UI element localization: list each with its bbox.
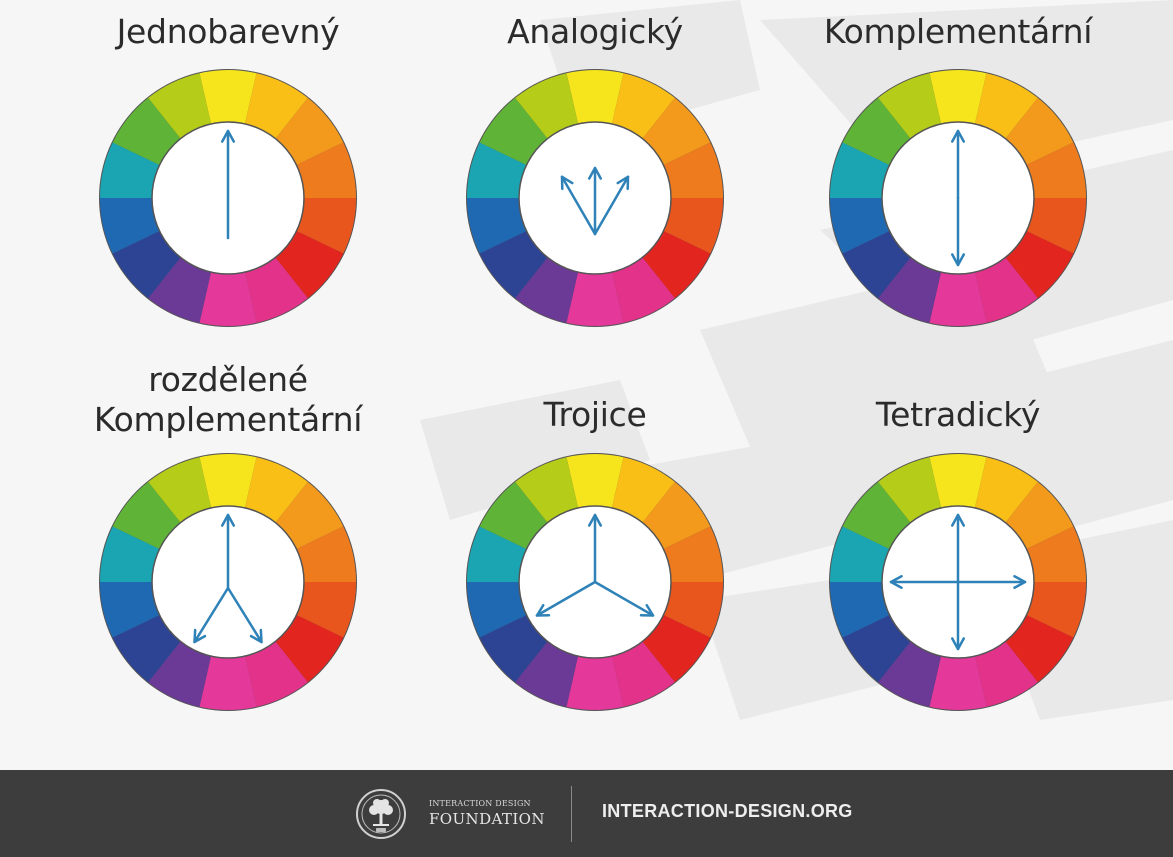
- color-wheel: [828, 452, 1088, 712]
- scheme-tetradic: [788, 360, 1128, 720]
- color-wheel: [98, 452, 358, 712]
- scheme-title: Komplementární: [823, 12, 1093, 51]
- scheme-triadic: [425, 360, 765, 720]
- scheme-title: Analogický: [507, 12, 683, 51]
- scheme-title: Tetradický: [875, 395, 1041, 434]
- color-wheel: [828, 68, 1088, 328]
- color-wheel: [98, 68, 358, 328]
- scheme-monochromatic: [58, 0, 398, 340]
- scheme-title: rozdělené Komplementární: [93, 360, 363, 439]
- scheme-split-complementary: [58, 360, 398, 720]
- footer-bar: [0, 770, 1173, 857]
- tree-logo-icon: [355, 788, 407, 840]
- scheme-analogous: [425, 0, 765, 340]
- footer-divider: [571, 786, 572, 842]
- color-wheel: [465, 68, 725, 328]
- color-wheel: [465, 452, 725, 712]
- scheme-complementary: [788, 0, 1128, 340]
- scheme-title: Trojice: [543, 395, 647, 434]
- website-link[interactable]: INTERACTION-DESIGN.ORG: [602, 801, 853, 821]
- org-name-line1: INTERACTION DESIGN: [429, 799, 531, 808]
- org-name-line2: FOUNDATION: [429, 810, 545, 828]
- scheme-title: Jednobarevný: [116, 12, 340, 51]
